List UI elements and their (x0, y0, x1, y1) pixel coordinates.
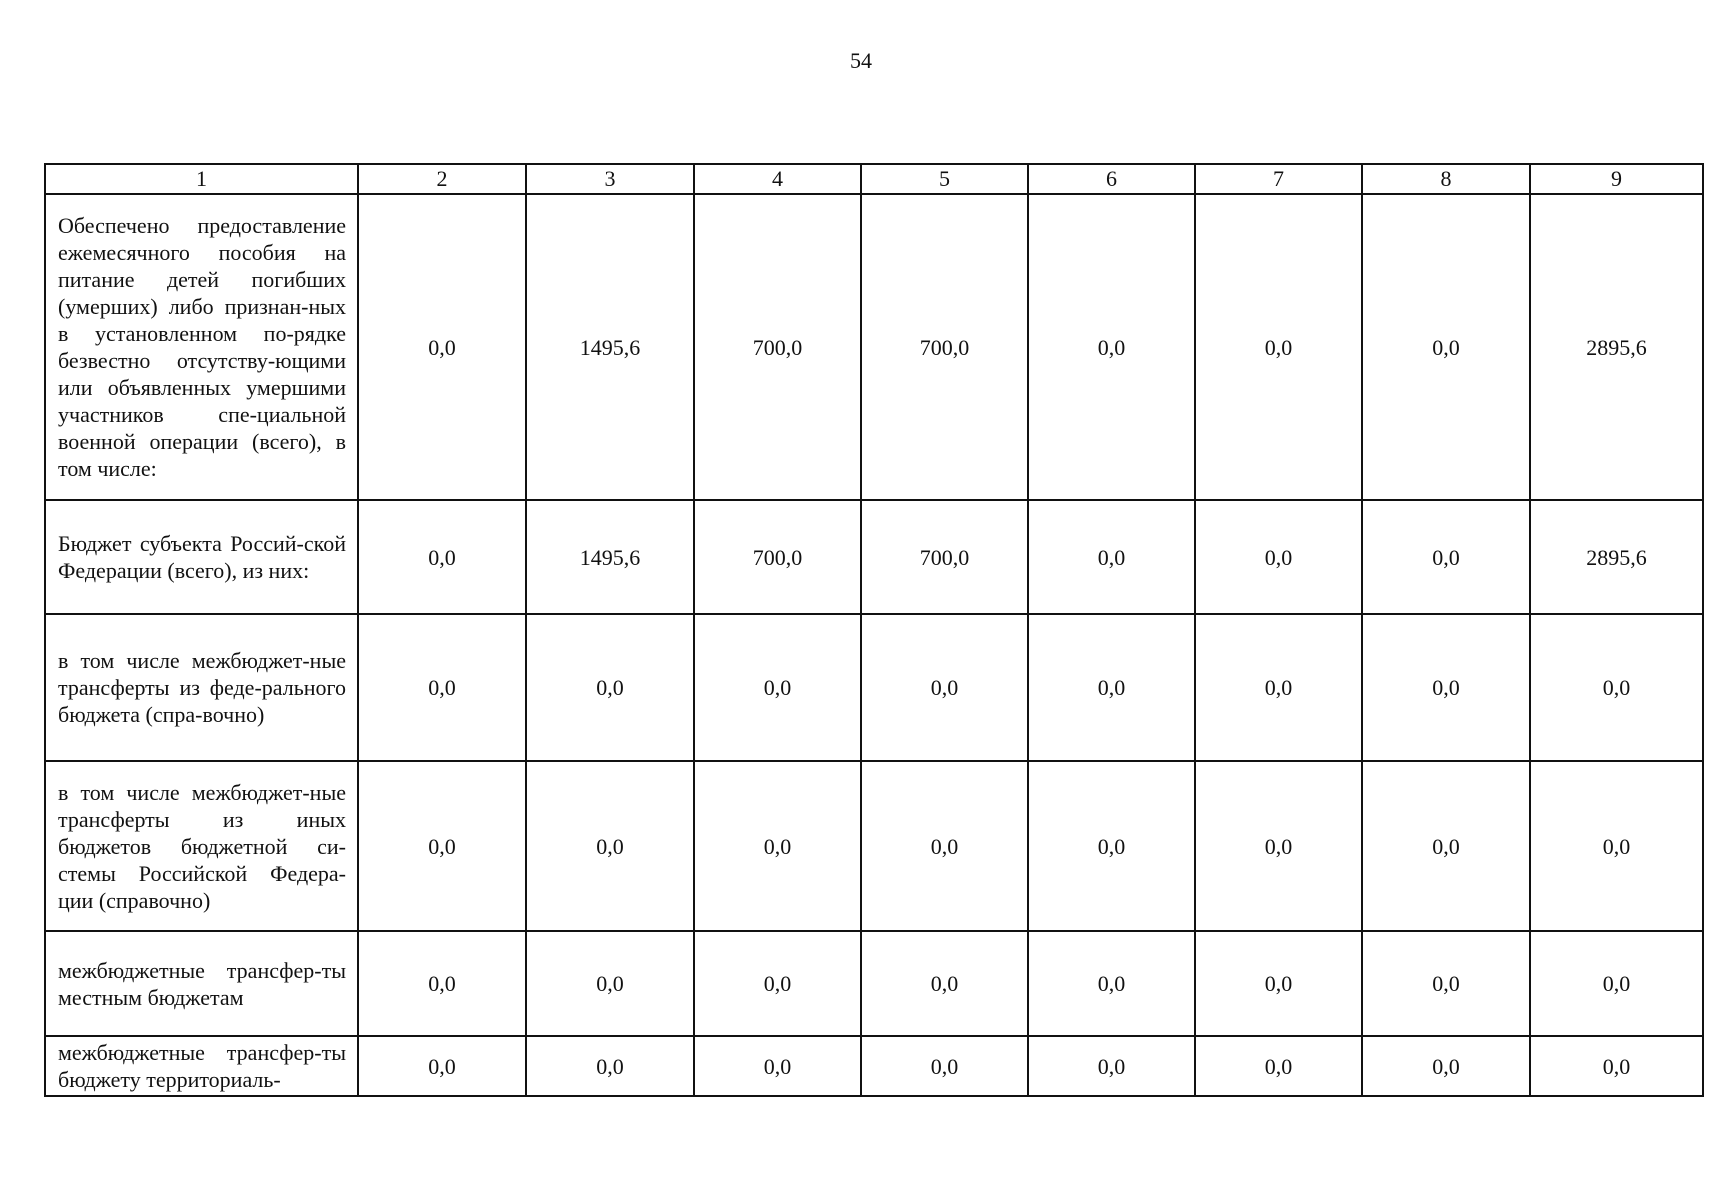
value-cell: 0,0 (861, 931, 1028, 1036)
value-cell: 1495,6 (526, 500, 694, 614)
table-row (45, 500, 1703, 614)
column-header: 9 (1530, 164, 1703, 194)
table-row (45, 931, 1703, 1036)
row-label: Обеспечено предоставление ежемесячного пособия на питание детей погибших (умерших) либо признан-ных в установленном по-рядке безвестно отсутству-ющими или объявленных умершими участников спе-циальной военной операции (всего), в том числе: (45, 194, 358, 500)
column-header: 5 (861, 164, 1028, 194)
table-row (45, 761, 1703, 931)
value-cell: 0,0 (861, 614, 1028, 761)
column-header: 7 (1195, 164, 1362, 194)
value-cell: 0,0 (694, 614, 861, 761)
value-cell: 0,0 (1530, 931, 1703, 1036)
table-row (45, 1036, 1703, 1096)
value-cell: 2895,6 (1530, 500, 1703, 614)
value-cell: 0,0 (1362, 194, 1530, 500)
value-cell: 0,0 (526, 1036, 694, 1096)
page-number: 54 (850, 48, 872, 73)
value-cell: 0,0 (1195, 761, 1362, 931)
value-cell: 0,0 (1362, 500, 1530, 614)
column-header: 4 (694, 164, 861, 194)
row-label: межбюджетные трансфер-ты местным бюджетам (45, 931, 358, 1036)
value-cell: 0,0 (526, 931, 694, 1036)
column-header: 3 (526, 164, 694, 194)
column-header: 2 (358, 164, 526, 194)
row-label: в том числе межбюджет-ные трансферты из феде-рального бюджета (спра-вочно) (45, 614, 358, 761)
header-row (45, 164, 1703, 194)
value-cell: 1495,6 (526, 194, 694, 500)
value-cell: 700,0 (694, 194, 861, 500)
value-cell: 0,0 (1195, 614, 1362, 761)
value-cell: 0,0 (1362, 1036, 1530, 1096)
value-cell: 0,0 (358, 614, 526, 761)
table-row (45, 614, 1703, 761)
value-cell: 0,0 (694, 1036, 861, 1096)
value-cell: 0,0 (358, 500, 526, 614)
value-cell: 0,0 (1028, 931, 1195, 1036)
value-cell: 0,0 (1195, 194, 1362, 500)
value-cell: 0,0 (358, 1036, 526, 1096)
value-cell: 0,0 (1362, 931, 1530, 1036)
value-cell: 0,0 (1028, 614, 1195, 761)
table-row (45, 194, 1703, 500)
value-cell: 0,0 (1028, 1036, 1195, 1096)
value-cell: 0,0 (1530, 614, 1703, 761)
value-cell: 700,0 (694, 500, 861, 614)
budget-table (44, 163, 1704, 1097)
value-cell: 0,0 (861, 761, 1028, 931)
value-cell: 0,0 (358, 194, 526, 500)
value-cell: 0,0 (694, 931, 861, 1036)
value-cell: 0,0 (526, 761, 694, 931)
value-cell: 0,0 (1028, 761, 1195, 931)
value-cell: 0,0 (1530, 1036, 1703, 1096)
value-cell: 0,0 (526, 614, 694, 761)
value-cell: 2895,6 (1530, 194, 1703, 500)
value-cell: 0,0 (358, 931, 526, 1036)
value-cell: 0,0 (1195, 1036, 1362, 1096)
value-cell: 0,0 (694, 761, 861, 931)
column-header: 6 (1028, 164, 1195, 194)
column-header: 8 (1362, 164, 1530, 194)
row-label: в том числе межбюджет-ные трансферты из иных бюджетов бюджетной си-стемы Российской Федера-ции (справочно) (45, 761, 358, 931)
value-cell: 0,0 (1028, 194, 1195, 500)
value-cell: 700,0 (861, 194, 1028, 500)
row-label: межбюджетные трансфер-ты бюджету территориаль- (45, 1036, 358, 1096)
value-cell: 0,0 (1362, 761, 1530, 931)
row-label: Бюджет субъекта Россий-ской Федерации (всего), из них: (45, 500, 358, 614)
value-cell: 0,0 (358, 761, 526, 931)
value-cell: 0,0 (861, 1036, 1028, 1096)
value-cell: 0,0 (1362, 614, 1530, 761)
value-cell: 0,0 (1195, 931, 1362, 1036)
value-cell: 0,0 (1195, 500, 1362, 614)
value-cell: 700,0 (861, 500, 1028, 614)
value-cell: 0,0 (1530, 761, 1703, 931)
value-cell: 0,0 (1028, 500, 1195, 614)
column-header: 1 (45, 164, 358, 194)
